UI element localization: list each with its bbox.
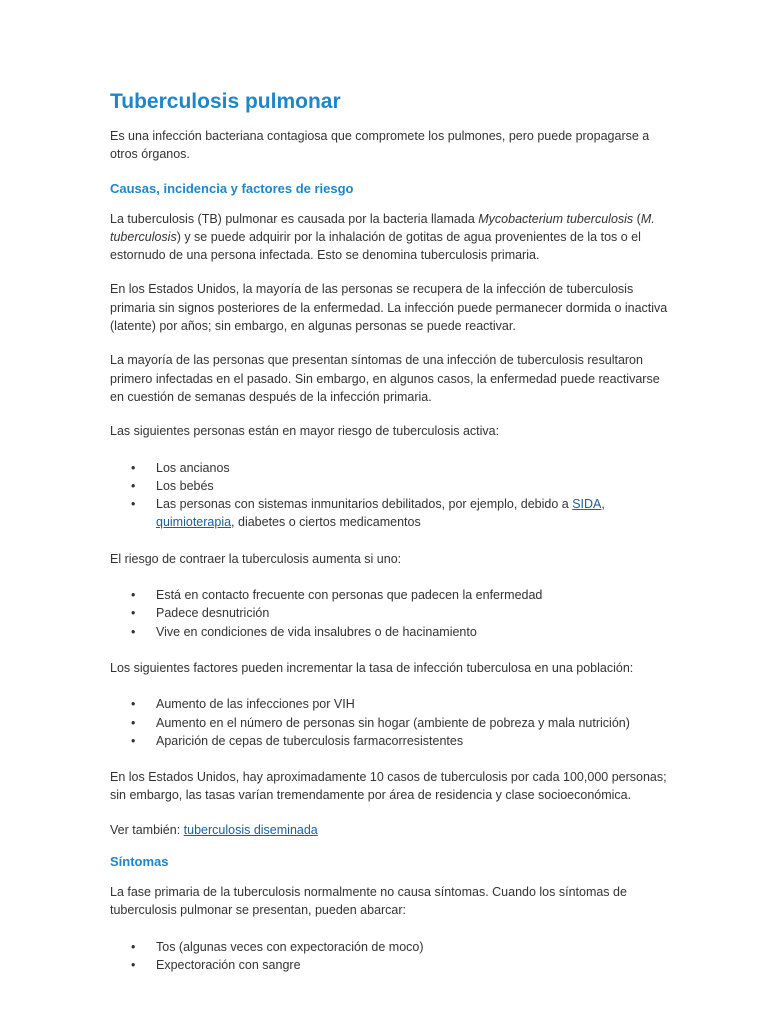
list-item: • Aparición de cepas de tuberculosis farmacorresistentes xyxy=(110,732,670,750)
page-title: Tuberculosis pulmonar xyxy=(110,90,341,113)
list-item: • Los bebés xyxy=(110,477,670,495)
list-item: • Aumento en el número de personas sin hogar (ambiente de pobreza y mala nutrición) xyxy=(110,714,670,732)
list-item: • Aumento de las infecciones por VIH xyxy=(110,695,670,713)
section-heading-symptoms: Síntomas xyxy=(110,854,169,870)
paragraph-cause xyxy=(110,210,670,265)
list-item: • Los ancianos xyxy=(110,459,670,477)
list-item-text-b: , diabetes o ciertos medicamentos xyxy=(231,515,421,530)
list-item: • Padece desnutrición xyxy=(110,604,670,622)
article-content xyxy=(110,89,670,974)
paragraph-us-recovery: En los Estados Unidos, la mayoría de las personas se recupera de la infección de tuberculosis primaria sin signos posteriores de la enfermedad. La infección puede permanecer dormida o inactiva (latente) por años; sin embargo, en algunas personas se puede reactivar. xyxy=(110,282,668,334)
bacteria-abbrev: M. tuberculosis xyxy=(110,211,655,244)
section-heading-causes: Causas, incidencia y factores de riesgo xyxy=(110,180,354,196)
list-item: • Expectoración con sangre xyxy=(110,956,670,974)
list-item: • Está en contacto frecuente con personas que padecen la enfermedad xyxy=(110,586,670,604)
paragraph-cause-text-a: La tuberculosis (TB) pulmonar es causada por la bacteria llamada xyxy=(110,211,479,226)
population-factors-list xyxy=(110,695,670,750)
paragraph-symptoms-intro: La fase primaria de la tuberculosis normalmente no causa síntomas. Cuando los síntomas de tuberculosis pulmonar se presentan, pueden abarcar: xyxy=(110,885,627,918)
risk-increase-list xyxy=(110,586,670,641)
bacteria-name: Mycobacterium tuberculosis xyxy=(478,211,634,226)
risk-groups-list xyxy=(110,459,670,532)
quimioterapia-link[interactable]: quimioterapia xyxy=(156,515,232,530)
see-also xyxy=(110,821,670,839)
list-item-sep: , xyxy=(601,497,605,512)
list-item: • Vive en condiciones de vida insalubres o de hacinamiento xyxy=(110,623,670,641)
symptoms-list xyxy=(110,938,670,975)
list-item xyxy=(110,495,670,532)
see-also-label: Ver también: xyxy=(110,822,184,837)
paragraph-us-incidence: En los Estados Unidos, hay aproximadamente 10 casos de tuberculosis por cada 100,000 personas; sin embargo, las tasas varían tremendamente por área de residencia y clase socioeconómica. xyxy=(110,770,667,803)
paragraph-cause-text-b: ( xyxy=(633,211,641,226)
list-item: • Tos (algunas veces con expectoración de moco) xyxy=(110,938,670,956)
paragraph-risk-groups-intro: Las siguientes personas están en mayor riesgo de tuberculosis activa: xyxy=(110,424,500,439)
paragraph-population-factors-intro: Los siguientes factores pueden incrementar la tasa de infección tuberculosa en una población: xyxy=(110,660,634,675)
paragraph-cause-text-c: ) y se puede adquirir por la inhalación de gotitas de agua provenientes de la tos o el estornudo de una persona infectada. Esto se denomina tuberculosis primaria. xyxy=(110,229,641,263)
paragraph-reactivation: La mayoría de las personas que presentan síntomas de una infección de tuberculosis resultaron primero infectadas en el pasado. Sin embargo, en algunos casos, la enfermedad puede reactivarse en cuestión de semanas después de la infección primaria. xyxy=(110,353,660,404)
intro-paragraph: Es una infección bacteriana contagiosa que compromete los pulmones, pero puede propagarse a otros órganos. xyxy=(110,129,650,162)
list-item-text-a: Las personas con sistemas inmunitarios debilitados, por ejemplo, debido a xyxy=(156,497,573,512)
paragraph-risk-increase-intro: El riesgo de contraer la tuberculosis aumenta si uno: xyxy=(110,551,402,566)
see-also-link[interactable]: tuberculosis diseminada xyxy=(183,822,318,837)
sida-link[interactable]: SIDA xyxy=(572,497,602,512)
